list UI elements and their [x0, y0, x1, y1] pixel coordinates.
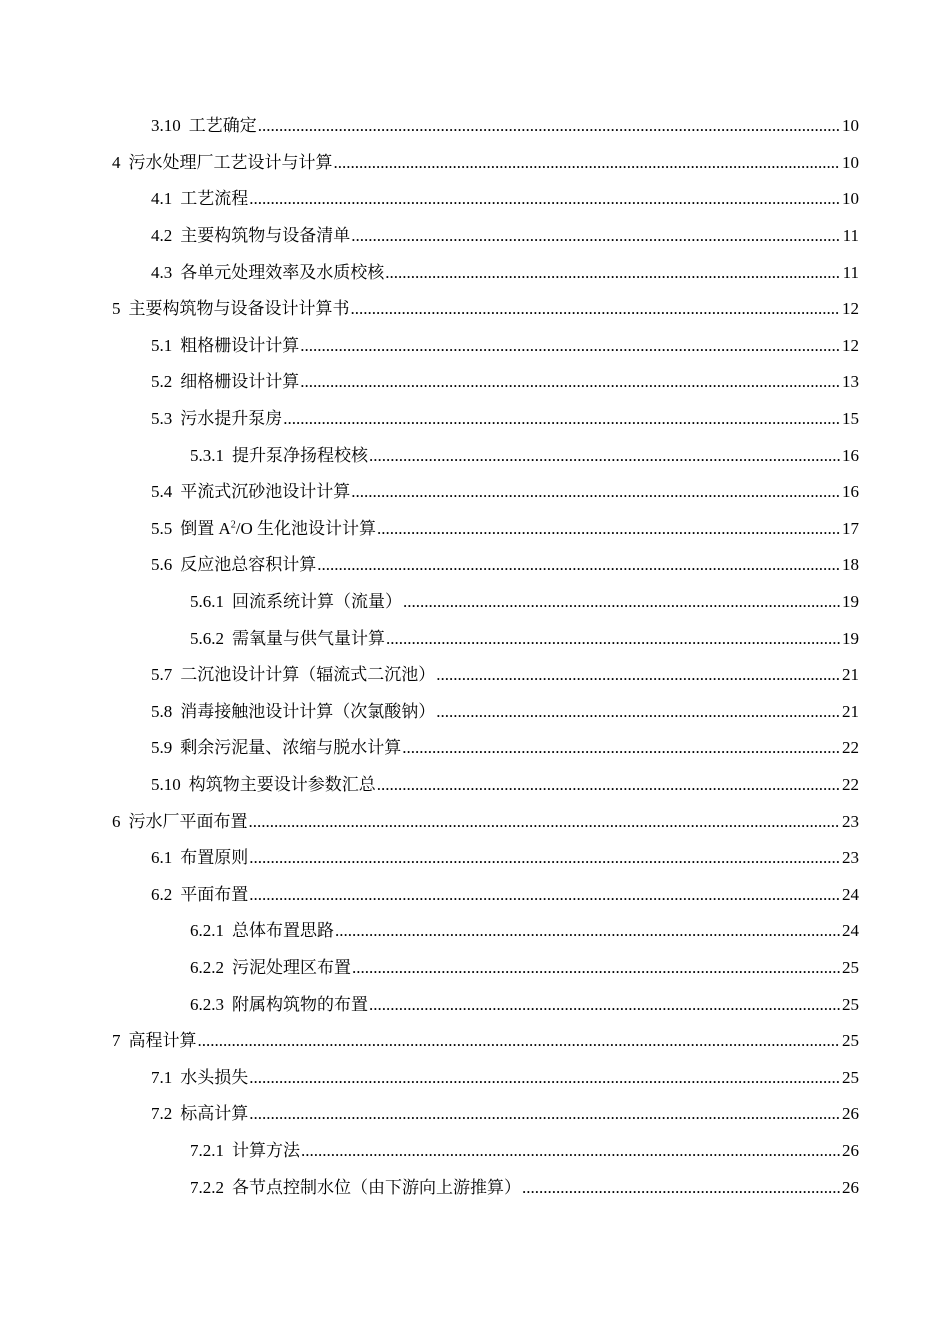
- toc-entry-7-2-2[interactable]: [0, 1169, 950, 1206]
- toc-entry-5-9[interactable]: [0, 730, 950, 767]
- toc-page-number: 19: [842, 592, 859, 612]
- dot-leader: [300, 336, 840, 356]
- toc-entry-5-3-1[interactable]: [0, 437, 950, 474]
- toc-number: 7.2.1: [190, 1140, 224, 1160]
- toc-number: 5.1: [151, 335, 173, 355]
- dot-leader: [300, 372, 840, 392]
- toc-entry-5-7[interactable]: [0, 657, 950, 694]
- toc-title-part: /O 生化池设计计算: [235, 518, 377, 538]
- dot-leader: [385, 263, 840, 283]
- toc-page-number: 19: [842, 628, 859, 648]
- toc-number: 6.2.1: [190, 921, 224, 941]
- toc-title-part: 倒置 A: [180, 518, 231, 538]
- dot-leader: [377, 775, 840, 795]
- dot-leader: [317, 555, 840, 575]
- toc-number: 5: [112, 299, 121, 319]
- toc-page-number: 18: [842, 555, 859, 575]
- dot-leader: [258, 116, 840, 136]
- dot-leader: [351, 299, 841, 319]
- toc-page-number: 10: [842, 152, 859, 172]
- toc-title: 需氧量与供气量计算: [232, 628, 385, 648]
- toc-number: 5.3: [151, 409, 173, 429]
- toc-title: 污泥处理区布置: [232, 957, 351, 977]
- dot-leader: [369, 995, 840, 1015]
- toc-number: 5.9: [151, 738, 173, 758]
- toc-number: 6.2.3: [190, 994, 224, 1014]
- toc-number: 7.1: [151, 1067, 173, 1087]
- dot-leader: [335, 921, 840, 941]
- toc-number: 6: [112, 811, 121, 831]
- toc-entry-4[interactable]: [0, 145, 950, 182]
- toc-title: 各单元处理效率及水质校核: [180, 262, 385, 282]
- toc-title: 工艺确定: [188, 116, 257, 136]
- toc-number: 7.2.2: [190, 1177, 224, 1197]
- dot-leader: [352, 958, 840, 978]
- toc-title: 附属构筑物的布置: [232, 994, 368, 1014]
- toc-title: 主要构筑物与设备清单: [180, 226, 351, 246]
- dot-leader: [351, 226, 840, 246]
- dot-leader: [403, 592, 840, 612]
- toc-page-number: 11: [842, 226, 859, 246]
- toc-title: 提升泵净扬程校核: [232, 445, 368, 465]
- toc-title: 工艺流程: [180, 189, 249, 209]
- toc-number: 5.6: [151, 555, 173, 575]
- toc-number: 6.1: [151, 848, 173, 868]
- toc-title: 污水厂平面布置: [128, 811, 248, 831]
- table-of-contents: [0, 108, 950, 1206]
- toc-entry-3-10[interactable]: [0, 108, 950, 145]
- toc-page-number: 13: [842, 372, 859, 392]
- dot-leader: [249, 885, 840, 905]
- toc-title: 污水处理厂工艺设计与计算: [128, 152, 333, 172]
- toc-number: 5.7: [151, 665, 173, 685]
- toc-title: 平流式沉砂池设计计算: [180, 482, 351, 502]
- dot-leader: [249, 848, 840, 868]
- toc-entry-6-2-3[interactable]: [0, 986, 950, 1023]
- toc-title: [180, 519, 376, 538]
- toc-entry-6-1[interactable]: [0, 840, 950, 877]
- toc-page-number: 21: [842, 665, 859, 685]
- toc-page-number: 25: [842, 994, 859, 1014]
- toc-page-number: 23: [842, 811, 859, 831]
- toc-page-number: 21: [842, 701, 859, 721]
- toc-entry-5-2[interactable]: [0, 364, 950, 401]
- toc-number: 7: [112, 1031, 121, 1051]
- toc-entry-5-4[interactable]: [0, 474, 950, 511]
- toc-number: 6.2.2: [190, 957, 224, 977]
- toc-title: 细格栅设计计算: [180, 372, 300, 392]
- toc-entry-5[interactable]: [0, 291, 950, 328]
- toc-page-number: 16: [842, 482, 859, 502]
- toc-entry-7-2[interactable]: [0, 1096, 950, 1133]
- toc-entry-5-3[interactable]: [0, 401, 950, 438]
- toc-entry-6-2-2[interactable]: [0, 950, 950, 987]
- dot-leader: [386, 629, 840, 649]
- dot-leader: [249, 1068, 840, 1088]
- toc-page-number: 10: [842, 189, 859, 209]
- dot-leader: [198, 1031, 841, 1051]
- toc-title: 回流系统计算（流量）: [232, 592, 402, 612]
- dot-leader: [351, 482, 840, 502]
- toc-title: 消毒接触池设计计算（次氯酸钠）: [180, 701, 436, 721]
- toc-page-number: 10: [842, 116, 859, 136]
- toc-number: 5.4: [151, 482, 173, 502]
- dot-leader: [436, 702, 840, 722]
- toc-entry-5-8[interactable]: [0, 694, 950, 731]
- toc-page-number: 15: [842, 409, 859, 429]
- toc-entry-4-1[interactable]: [0, 181, 950, 218]
- toc-entry-6[interactable]: [0, 803, 950, 840]
- toc-page-number: 16: [842, 445, 859, 465]
- toc-title: 二沉池设计计算（辐流式二沉池）: [180, 665, 436, 685]
- toc-title: 污水提升泵房: [180, 409, 283, 429]
- toc-title: 反应池总容积计算: [180, 555, 317, 575]
- toc-number: 5.5: [151, 518, 173, 538]
- toc-page-number: 24: [842, 884, 859, 904]
- toc-page-number: 12: [842, 299, 859, 319]
- toc-title: 构筑物主要设计参数汇总: [188, 774, 376, 794]
- dot-leader: [249, 812, 841, 832]
- toc-page-number: 26: [842, 1177, 859, 1197]
- toc-title: 粗格栅设计计算: [180, 335, 300, 355]
- toc-number: 5.8: [151, 701, 173, 721]
- toc-number: 5.3.1: [190, 445, 224, 465]
- toc-page-number: 26: [842, 1104, 859, 1124]
- dot-leader: [402, 738, 840, 758]
- toc-number: 4.1: [151, 189, 173, 209]
- dot-leader: [334, 153, 841, 173]
- dot-leader: [436, 665, 840, 685]
- dot-leader: [369, 446, 840, 466]
- toc-number: 5.2: [151, 372, 173, 392]
- toc-number: 4: [112, 152, 121, 172]
- toc-number: 5.10: [151, 774, 181, 794]
- toc-page-number: 26: [842, 1140, 859, 1160]
- dot-leader: [377, 519, 840, 539]
- toc-number: 6.2: [151, 884, 173, 904]
- toc-title: 主要构筑物与设备设计计算书: [128, 299, 350, 319]
- toc-number: 7.2: [151, 1104, 173, 1124]
- toc-entry-6-2[interactable]: [0, 876, 950, 913]
- dot-leader: [249, 1104, 840, 1124]
- dot-leader: [249, 189, 840, 209]
- toc-entry-7[interactable]: [0, 1023, 950, 1060]
- toc-entry-5-6[interactable]: [0, 547, 950, 584]
- toc-number: 3.10: [151, 116, 181, 136]
- toc-entry-5-5[interactable]: [0, 511, 950, 548]
- toc-page-number: 25: [842, 1067, 859, 1087]
- toc-entry-4-3[interactable]: [0, 254, 950, 291]
- toc-number: 5.6.1: [190, 592, 224, 612]
- toc-entry-5-1[interactable]: [0, 328, 950, 365]
- toc-page-number: 23: [842, 848, 859, 868]
- toc-title: 布置原则: [180, 848, 249, 868]
- toc-entry-7-1[interactable]: [0, 1059, 950, 1096]
- dot-leader: [522, 1178, 840, 1198]
- dot-leader: [301, 1141, 840, 1161]
- toc-title: 平面布置: [180, 884, 249, 904]
- toc-page-number: 17: [842, 518, 859, 538]
- toc-page-number: 11: [842, 262, 859, 282]
- dot-leader: [283, 409, 840, 429]
- toc-entry-5-6-2[interactable]: [0, 620, 950, 657]
- toc-number: 4.2: [151, 226, 173, 246]
- toc-title: 各节点控制水位（由下游向上游推算）: [232, 1177, 521, 1197]
- toc-page-number: 12: [842, 335, 859, 355]
- toc-entry-5-10[interactable]: [0, 767, 950, 804]
- toc-page-number: 25: [842, 1031, 859, 1051]
- toc-entry-6-2-1[interactable]: [0, 913, 950, 950]
- toc-entry-5-6-1[interactable]: [0, 584, 950, 621]
- toc-page-number: 22: [842, 738, 859, 758]
- toc-title: 总体布置思路: [232, 921, 334, 941]
- toc-entry-7-2-1[interactable]: [0, 1133, 950, 1170]
- toc-title: 标高计算: [180, 1104, 249, 1124]
- toc-page-number: 24: [842, 921, 859, 941]
- toc-number: 5.6.2: [190, 628, 224, 648]
- toc-entry-4-2[interactable]: [0, 218, 950, 255]
- toc-page-number: 25: [842, 957, 859, 977]
- toc-title: 水头损失: [180, 1067, 249, 1087]
- toc-page-number: 22: [842, 774, 859, 794]
- toc-title-superscript: 2: [230, 519, 236, 531]
- toc-title: 高程计算: [128, 1031, 197, 1051]
- toc-title: 剩余污泥量、浓缩与脱水计算: [180, 738, 402, 758]
- toc-title: 计算方法: [232, 1140, 300, 1160]
- toc-number: 4.3: [151, 262, 173, 282]
